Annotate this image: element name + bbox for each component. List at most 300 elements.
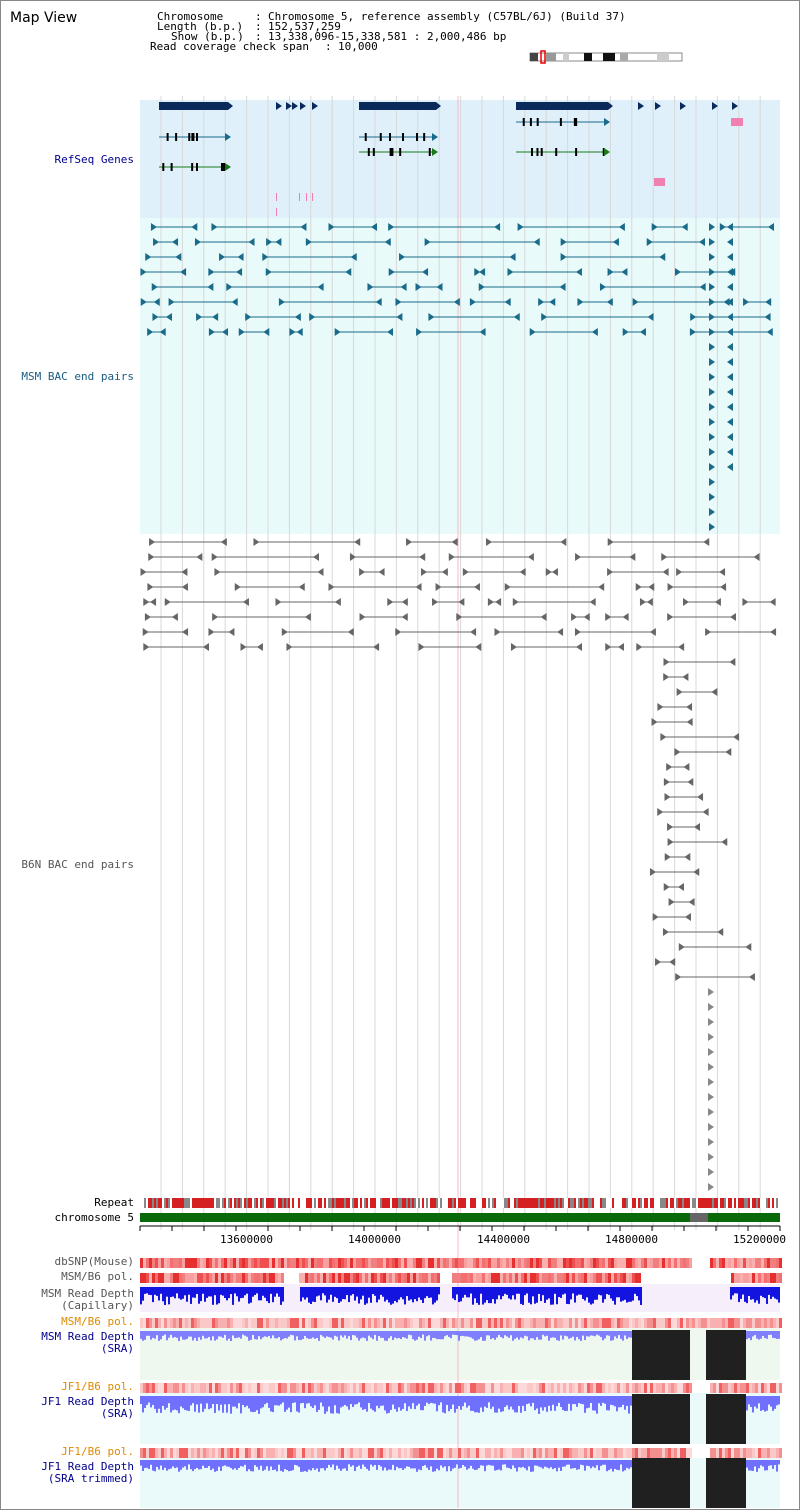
- heatmap-cell: [659, 1273, 662, 1283]
- read-depth-bar: [156, 1396, 158, 1413]
- heatmap-cell: [386, 1318, 389, 1328]
- heatmap-cell: [446, 1273, 449, 1283]
- heatmap-cell: [299, 1383, 302, 1393]
- heatmap-cell: [446, 1258, 449, 1268]
- bac-end-arrow: [253, 538, 259, 546]
- read-depth-bar: [506, 1396, 508, 1405]
- bac-end-arrow: [406, 538, 412, 546]
- repeat-segment: [664, 1198, 666, 1208]
- heatmap-cell: [578, 1448, 581, 1458]
- track-label-refseq[interactable]: RefSeq Genes: [54, 153, 134, 166]
- heatmap-cell: [296, 1273, 299, 1283]
- refseq-exon: [575, 148, 577, 156]
- read-depth-bar: [236, 1460, 238, 1470]
- heatmap-cell: [665, 1273, 668, 1283]
- read-depth-bar: [776, 1460, 778, 1472]
- repeat-segment: [698, 1198, 700, 1208]
- read-depth-bar: [174, 1396, 176, 1410]
- heatmap-cell: [455, 1448, 458, 1458]
- heatmap-cell: [758, 1273, 761, 1283]
- read-depth-bar: [312, 1460, 314, 1468]
- heatmap-cell: [575, 1258, 578, 1268]
- msm-bac-track-bg: [140, 218, 780, 534]
- heatmap-cell: [710, 1273, 713, 1283]
- refseq-exon: [191, 163, 193, 171]
- bac-end-arrow: [317, 568, 323, 576]
- read-depth-bar: [606, 1287, 608, 1294]
- read-depth-bar: [188, 1396, 190, 1411]
- ideogram-band: [563, 53, 569, 61]
- read-depth-bar: [598, 1460, 600, 1470]
- read-depth-bar: [586, 1331, 588, 1336]
- repeat-segment: [324, 1198, 326, 1208]
- heatmap-cell: [764, 1273, 767, 1283]
- repeat-segment: [756, 1198, 758, 1208]
- heatmap-cell: [536, 1318, 539, 1328]
- heatmap-cell: [599, 1318, 602, 1328]
- refseq-exon: [373, 148, 375, 156]
- heatmap-cell: [140, 1448, 143, 1458]
- heatmap-cell: [350, 1318, 353, 1328]
- read-depth-bar: [746, 1331, 748, 1339]
- heatmap-cell: [563, 1318, 566, 1328]
- heatmap-cell: [674, 1383, 677, 1393]
- read-depth-bar: [756, 1460, 758, 1472]
- heatmap-cell: [767, 1383, 770, 1393]
- read-depth-bar: [148, 1331, 150, 1336]
- heatmap-cell: [224, 1258, 227, 1268]
- heatmap-cell: [536, 1448, 539, 1458]
- repeat-segment: [224, 1198, 226, 1208]
- heatmap-cell: [449, 1318, 452, 1328]
- read-depth-bar: [146, 1396, 148, 1405]
- heatmap-cell: [401, 1273, 404, 1283]
- repeat-segment: [610, 1198, 612, 1208]
- heatmap-cell: [701, 1273, 704, 1283]
- heatmap-cell: [755, 1318, 758, 1328]
- heatmap-cell: [707, 1448, 710, 1458]
- read-depth-bar: [514, 1331, 516, 1339]
- refseq-exon: [223, 163, 225, 171]
- heatmap-cell: [386, 1448, 389, 1458]
- read-depth-bar: [308, 1396, 310, 1403]
- bac-end-arrow: [552, 568, 558, 576]
- heatmap-cell: [182, 1383, 185, 1393]
- bac-end-arrow: [590, 598, 596, 606]
- heatmap-cell: [161, 1258, 164, 1268]
- read-depth-bar: [554, 1331, 556, 1338]
- heatmap-cell: [170, 1383, 173, 1393]
- read-depth-bar: [274, 1396, 276, 1405]
- heatmap-cell: [182, 1258, 185, 1268]
- read-depth-bar: [326, 1396, 328, 1412]
- heatmap-cell: [683, 1318, 686, 1328]
- read-depth-bar: [408, 1396, 410, 1406]
- track-label-msm-depth-sra[interactable]: MSM Read Depth (SRA): [41, 1330, 134, 1355]
- heatmap-cell: [218, 1318, 221, 1328]
- repeat-segment: [400, 1198, 402, 1208]
- bac-end-arrow: [647, 598, 653, 606]
- read-depth-bar: [570, 1396, 572, 1411]
- read-depth-bar: [524, 1287, 526, 1295]
- read-depth-bar: [162, 1460, 164, 1470]
- read-depth-bar: [518, 1396, 520, 1406]
- heatmap-cell: [578, 1318, 581, 1328]
- repeat-segment: [452, 1198, 454, 1208]
- read-depth-bar: [430, 1460, 432, 1466]
- read-depth-bar: [774, 1331, 776, 1338]
- read-depth-bar: [248, 1331, 250, 1341]
- heatmap-cell: [725, 1448, 728, 1458]
- read-depth-bar: [464, 1331, 466, 1336]
- bac-end-arrow: [678, 883, 684, 891]
- heatmap-cell: [416, 1318, 419, 1328]
- repeat-segment: [442, 1198, 444, 1208]
- read-depth-bar: [764, 1331, 766, 1338]
- read-depth-bar: [608, 1331, 610, 1336]
- bac-end-arrow: [228, 628, 234, 636]
- bac-end-arrow: [350, 553, 356, 561]
- bac-end-arrow: [661, 553, 667, 561]
- heatmap-cell: [584, 1273, 587, 1283]
- read-depth-bar: [140, 1287, 142, 1304]
- read-depth-bar: [168, 1396, 170, 1403]
- heatmap-cell: [617, 1448, 620, 1458]
- read-depth-bar: [762, 1396, 764, 1410]
- read-depth-bar: [232, 1396, 234, 1407]
- read-depth-bar: [388, 1331, 390, 1338]
- track-label-msm-b6-pol-2[interactable]: MSM/B6 pol.: [61, 1315, 134, 1328]
- bac-end-arrow: [359, 568, 365, 576]
- track-label-jf1-depth-sra[interactable]: JF1 Read Depth (SRA): [41, 1395, 134, 1420]
- bac-end-arrow: [360, 613, 366, 621]
- heatmap-cell: [293, 1318, 296, 1328]
- heatmap-cell: [716, 1383, 719, 1393]
- heatmap-cell: [572, 1273, 575, 1283]
- read-depth-bar: [410, 1460, 412, 1468]
- read-depth-bar: [166, 1460, 168, 1471]
- heatmap-cell: [302, 1383, 305, 1393]
- heatmap-cell: [272, 1448, 275, 1458]
- read-depth-bar: [544, 1396, 546, 1407]
- read-depth-bar: [186, 1460, 188, 1470]
- bac-end-arrow: [733, 733, 739, 741]
- heatmap-cell: [302, 1318, 305, 1328]
- heatmap-cell: [428, 1318, 431, 1328]
- read-depth-bar: [594, 1396, 596, 1411]
- read-depth-bar: [300, 1396, 302, 1403]
- read-depth-bar: [194, 1396, 196, 1412]
- heatmap-cell: [275, 1318, 278, 1328]
- heatmap-cell: [449, 1448, 452, 1458]
- heatmap-cell: [308, 1383, 311, 1393]
- track-label-b6n-bac[interactable]: B6N BAC end pairs: [21, 858, 134, 871]
- read-depth-bar: [328, 1396, 330, 1407]
- read-depth-bar: [774, 1460, 776, 1465]
- repeat-segment: [404, 1198, 406, 1208]
- read-depth-bar: [306, 1331, 308, 1338]
- repeat-segment: [410, 1198, 412, 1208]
- bac-end-arrow: [715, 598, 721, 606]
- repeat-segment: [638, 1198, 640, 1208]
- track-label-msm-bac[interactable]: MSM BAC end pairs: [21, 370, 134, 383]
- length-value: 152,537,259: [268, 20, 341, 33]
- heatmap-cell: [692, 1383, 695, 1393]
- heatmap-cell: [503, 1383, 506, 1393]
- bac-end-arrow: [663, 673, 669, 681]
- repeat-segment: [448, 1198, 450, 1208]
- heatmap-cell: [266, 1318, 269, 1328]
- read-depth-bar: [774, 1396, 776, 1409]
- read-depth-bar: [256, 1287, 258, 1293]
- read-depth-bar: [214, 1396, 216, 1413]
- heatmap-cell: [761, 1448, 764, 1458]
- refseq-exon: [399, 148, 401, 156]
- chromosome-label: Chromosome: [157, 10, 224, 23]
- read-depth-bar: [616, 1331, 618, 1338]
- read-depth-bar: [554, 1396, 556, 1411]
- heatmap-cell: [515, 1318, 518, 1328]
- read-depth-bar: [202, 1331, 204, 1336]
- read-depth-bar: [190, 1396, 192, 1405]
- refseq-exon: [536, 148, 538, 156]
- heatmap-cell: [692, 1273, 695, 1283]
- read-depth-bar: [370, 1396, 372, 1409]
- read-depth-bar: [756, 1396, 758, 1408]
- heatmap-cell: [641, 1383, 644, 1393]
- heatmap-cell: [293, 1448, 296, 1458]
- read-depth-bar: [438, 1460, 440, 1470]
- heatmap-cell: [557, 1448, 560, 1458]
- heatmap-cell: [290, 1448, 293, 1458]
- read-depth-bar: [230, 1460, 232, 1468]
- heatmap-cell: [566, 1448, 569, 1458]
- heatmap-cell: [584, 1448, 587, 1458]
- read-depth-bar: [208, 1396, 210, 1409]
- read-depth-bar: [630, 1460, 632, 1467]
- bac-end-arrow: [708, 1183, 714, 1191]
- heatmap-cell: [620, 1448, 623, 1458]
- heatmap-cell: [467, 1318, 470, 1328]
- read-depth-bar: [614, 1331, 616, 1336]
- read-depth-bar: [492, 1331, 494, 1338]
- repeat-segment: [234, 1198, 236, 1208]
- heatmap-cell: [314, 1383, 317, 1393]
- read-depth-bar: [342, 1460, 344, 1469]
- read-depth-bar: [152, 1460, 154, 1471]
- heatmap-cell: [509, 1273, 512, 1283]
- repeat-segment: [490, 1198, 492, 1208]
- heatmap-cell: [638, 1273, 641, 1283]
- read-depth-bar: [462, 1460, 464, 1465]
- repeat-segment: [628, 1198, 630, 1208]
- read-depth-bar: [556, 1287, 558, 1304]
- read-depth-bar: [364, 1287, 366, 1305]
- read-depth-bar: [750, 1460, 752, 1471]
- read-depth-bar: [514, 1396, 516, 1412]
- heatmap-cell: [557, 1258, 560, 1268]
- repeat-segment: [264, 1198, 266, 1208]
- read-depth-bar: [542, 1331, 544, 1335]
- read-depth-bar: [232, 1460, 234, 1470]
- read-depth-bar: [748, 1331, 750, 1338]
- read-depth-bar: [612, 1287, 614, 1301]
- bac-end-arrow: [674, 748, 680, 756]
- heatmap-cell: [602, 1258, 605, 1268]
- heatmap-cell: [512, 1448, 515, 1458]
- read-depth-bar: [324, 1396, 326, 1414]
- track-label-msm-b6-pol[interactable]: MSM/B6 pol.: [61, 1270, 134, 1283]
- repeat-segment: [538, 1198, 540, 1208]
- heatmap-cell: [521, 1318, 524, 1328]
- track-label-dbsnp[interactable]: dbSNP(Mouse): [54, 1255, 134, 1268]
- read-depth-bar: [376, 1460, 378, 1470]
- read-depth-bar: [582, 1287, 584, 1299]
- heatmap-cell: [464, 1383, 467, 1393]
- heatmap-cell: [542, 1448, 545, 1458]
- repeat-segment: [230, 1198, 232, 1208]
- read-depth-bar: [400, 1331, 402, 1339]
- heatmap-cell: [389, 1258, 392, 1268]
- heatmap-cell: [608, 1273, 611, 1283]
- read-depth-bar: [550, 1287, 552, 1305]
- read-depth-bar: [614, 1287, 616, 1305]
- read-depth-bar: [562, 1396, 564, 1410]
- read-depth-bar: [516, 1460, 518, 1471]
- read-depth-bar: [176, 1396, 178, 1410]
- heatmap-cell: [587, 1273, 590, 1283]
- repeat-segment: [396, 1198, 398, 1208]
- heatmap-cell: [635, 1318, 638, 1328]
- track-label-jf1-b6-pol[interactable]: JF1/B6 pol.: [61, 1380, 134, 1393]
- read-depth-bar: [252, 1396, 254, 1412]
- heatmap-cell: [536, 1273, 539, 1283]
- read-depth-bar: [532, 1460, 534, 1472]
- repeat-segment: [242, 1198, 244, 1208]
- heatmap-cell: [329, 1273, 332, 1283]
- heatmap-cell: [596, 1273, 599, 1283]
- track-label-jf1-b6-pol-2[interactable]: JF1/B6 pol.: [61, 1445, 134, 1458]
- heatmap-cell: [143, 1383, 146, 1393]
- heatmap-cell: [722, 1273, 725, 1283]
- heatmap-cell: [554, 1318, 557, 1328]
- heatmap-cell: [542, 1383, 545, 1393]
- track-label-msm-depth-capillary[interactable]: MSM Read Depth (Capillary): [41, 1287, 134, 1312]
- repeat-segment: [652, 1198, 654, 1208]
- bac-end-arrow: [720, 583, 726, 591]
- read-depth-bar: [558, 1287, 560, 1297]
- repeat-segment: [276, 1198, 278, 1208]
- heatmap-cell: [512, 1258, 515, 1268]
- repeat-segment: [484, 1198, 486, 1208]
- heatmap-cell: [767, 1273, 770, 1283]
- heatmap-cell: [698, 1273, 701, 1283]
- read-depth-bar: [748, 1287, 750, 1296]
- heatmap-cell: [308, 1273, 311, 1283]
- read-depth-bar: [462, 1287, 464, 1298]
- repeat-segment: [594, 1198, 596, 1208]
- repeat-segment: [382, 1198, 384, 1208]
- heatmap-cell: [323, 1448, 326, 1458]
- heatmap-cell: [356, 1273, 359, 1283]
- track-label-repeat[interactable]: Repeat: [94, 1196, 134, 1209]
- heatmap-cell: [554, 1273, 557, 1283]
- read-depth-bar: [732, 1287, 734, 1295]
- heatmap-cell: [692, 1448, 695, 1458]
- heatmap-cell: [149, 1273, 152, 1283]
- repeat-segment: [604, 1198, 606, 1208]
- heatmap-cell: [371, 1383, 374, 1393]
- read-depth-bar: [486, 1396, 488, 1408]
- read-depth-bar: [294, 1460, 296, 1465]
- repeat-segment: [200, 1198, 202, 1208]
- read-depth-bar: [318, 1460, 320, 1472]
- read-depth-bar: [386, 1331, 388, 1341]
- read-depth-bar: [628, 1287, 630, 1302]
- repeat-segment: [180, 1198, 182, 1208]
- read-depth-bar: [394, 1287, 396, 1301]
- bac-end-arrow: [721, 838, 727, 846]
- read-depth-bar: [574, 1460, 576, 1468]
- read-depth-bar: [342, 1396, 344, 1406]
- repeat-segment: [722, 1198, 724, 1208]
- read-depth-bar: [584, 1331, 586, 1340]
- heatmap-cell: [185, 1448, 188, 1458]
- heatmap-cell: [560, 1273, 563, 1283]
- read-depth-bar: [740, 1287, 742, 1299]
- read-depth-bar: [240, 1460, 242, 1466]
- read-depth-bar: [352, 1287, 354, 1294]
- heatmap-cell: [197, 1383, 200, 1393]
- heatmap-cell: [443, 1258, 446, 1268]
- bac-end-arrow: [571, 613, 577, 621]
- heatmap-cell: [500, 1448, 503, 1458]
- read-depth-bar: [582, 1460, 584, 1465]
- heatmap-cell: [404, 1448, 407, 1458]
- read-depth-bar: [600, 1396, 602, 1406]
- heatmap-cell: [761, 1383, 764, 1393]
- read-depth-bar: [210, 1331, 212, 1340]
- bac-end-arrow: [354, 538, 360, 546]
- heatmap-cell: [332, 1273, 335, 1283]
- heatmap-cell: [284, 1273, 287, 1283]
- heatmap-cell: [731, 1383, 734, 1393]
- read-depth-bar: [224, 1287, 226, 1298]
- read-depth-bar: [518, 1331, 520, 1340]
- read-depth-bar: [734, 1287, 736, 1293]
- read-depth-bar: [300, 1331, 302, 1340]
- heatmap-cell: [542, 1258, 545, 1268]
- heatmap-cell: [248, 1318, 251, 1328]
- bac-end-arrow: [442, 568, 448, 576]
- track-label-jf1-depth-trimmed[interactable]: JF1 Read Depth (SRA trimmed): [41, 1460, 134, 1485]
- repeat-segment: [260, 1198, 262, 1208]
- read-depth-bar: [284, 1460, 286, 1469]
- read-depth-bar: [618, 1396, 620, 1407]
- bac-end-arrow: [708, 1168, 714, 1176]
- read-depth-bar: [524, 1331, 526, 1336]
- heatmap-cell: [272, 1273, 275, 1283]
- heatmap-cell: [650, 1448, 653, 1458]
- repeat-segment: [416, 1198, 418, 1208]
- read-depth-bar: [248, 1396, 250, 1408]
- heatmap-cell: [455, 1383, 458, 1393]
- heatmap-cell: [242, 1258, 245, 1268]
- heatmap-cell: [707, 1258, 710, 1268]
- repeat-segment: [708, 1198, 710, 1208]
- repeat-segment: [286, 1198, 288, 1208]
- repeat-segment: [436, 1198, 438, 1208]
